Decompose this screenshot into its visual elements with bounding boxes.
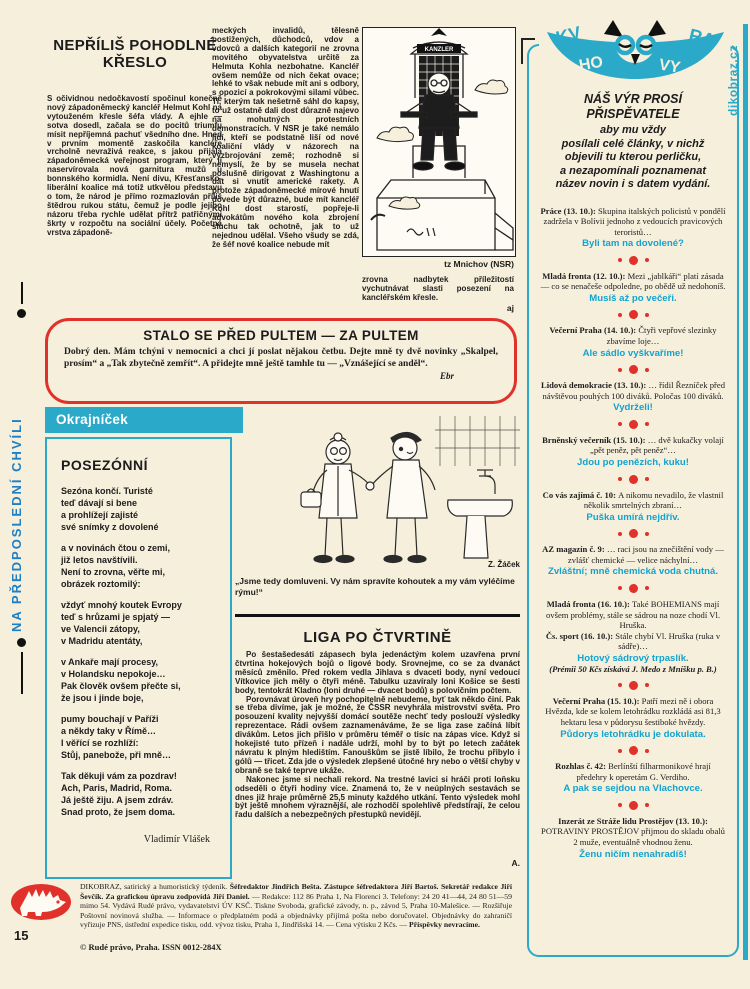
- poem-line: ve Valencii zátopy,: [61, 624, 140, 634]
- imprint-text: [80, 882, 512, 930]
- clipping-source: Lidová demokracie (13. 10.):: [540, 380, 649, 391]
- poem-stanza: [61, 542, 218, 590]
- poem-line: Tak děkuji vám za pozdrav!: [61, 771, 177, 781]
- poem-line: pumy bouchají v Paříži: [61, 714, 159, 724]
- poem-line: Není to zrovna, věřte mi,: [61, 567, 166, 577]
- poem-line: v Madridu atentáty,: [61, 636, 143, 646]
- pult-story-box: [45, 318, 517, 404]
- poem-line: Sezóna končí. Turisté: [61, 486, 153, 496]
- clipping-text: Večerní Praha (15. 10.): Patří mezi ně i obora Hvězda, kde se kolem letohrádku rozkládá asi 81,3 hektaru lesa v půdorysu šestiboké hvězdy.: [545, 695, 721, 728]
- clipping-source: AZ magazín č. 9:: [542, 544, 607, 555]
- poem-line: a někdy taky v Římě…: [61, 726, 157, 736]
- vyr-intro-line: aby mu vždy: [599, 124, 667, 136]
- clipping-text: Rozhlas č. 42: Berlínští filharmonikové hrají předehry k operetám G. Verdiho.: [555, 761, 711, 782]
- dot-icon: [629, 365, 638, 374]
- dot-icon: [618, 313, 622, 317]
- press-clipping-item: [539, 435, 727, 469]
- porcupine-icon: [10, 882, 72, 922]
- press-clipping-item: [539, 761, 727, 795]
- clipping-text: Mladá fronta (12. 10.): Mezi „jablkáři“ platí zásada — co se nenačeše odpoledne, po obědě už nedohoníš.: [540, 270, 726, 292]
- okrajnicek-header: Okrajníček: [45, 407, 243, 433]
- poem-stanza: [61, 770, 218, 818]
- clipping-punchline: Byli tam na dovolené?: [582, 238, 684, 250]
- sidebar-rule-bottom: [21, 652, 23, 694]
- poem-body: [61, 485, 218, 818]
- logo-letters-ra: RA: [686, 24, 717, 51]
- vyr-intro-line: název novin i s datem vydání.: [555, 178, 711, 190]
- press-clipping-item: [539, 696, 727, 740]
- owl-icon: [543, 16, 728, 80]
- throne-sign-text: KANZLER: [424, 47, 454, 53]
- dot-icon: [645, 477, 649, 481]
- sidebar-dot-top: [17, 309, 26, 318]
- clipping-source: Večerní Praha (15. 10.):: [552, 695, 642, 706]
- chair-cartoon-caption: tz Mnichov (NSR): [444, 259, 514, 269]
- poem-stanza: [61, 656, 218, 704]
- dot-icon: [645, 422, 649, 426]
- pult-box-signature: Ebr: [439, 370, 454, 381]
- dot-icon: [645, 368, 649, 372]
- article-paragraph: Porovnávat úroveň hry pochopitelně nebudeme, byť tak někdo činí. Pak se třeba divíme, jak je možné, že ČSSR nevyhrála mistrovství světa. Pro posouzení kvality nejvyšší domácí soutěže nechť tedy poslouží výsledky reprezentace. Rádi ovšem zaznamenáváme, že se liga zase začíná líbit divákům. Letos jich přišlo v průměru téměř o tisíc na zápas více. Když si hokejisté tuto přízeň i nadále udrží, mohl by to být po letech začátek návratu k plným hledištím. Fanouškům se jistě líbilo, že trochu přibylo i gólů — třicet. Zda jde o výsledek zlepšené útočné hry nebo o větší chyby v obraně se také teprve ukáže.: [235, 694, 520, 775]
- poem-line: teď dávají si bene: [61, 498, 137, 508]
- clipping-source: Večerní Praha (14. 10.):: [549, 325, 639, 336]
- press-clipping-item: [539, 325, 727, 359]
- owl-rubric-logo: [539, 16, 732, 80]
- article-column-1: S očividnou nedočkavostí spočinul konečně nový západoněmecký kancléř Helmut Kohl na vytouženém křesle šéfa vlády. A ejhle — sotva dosedl, začala se do pocitů triumfu mísit nepříjemná pachuť všedního dne. Hned v prvním momentě zaskočila kancléře vrcholně nevraživá reakce, s jakou přijala západoněmecká veřejnost program, který ji naservírovala nová garnitura mužů u bonnského kormidla. Není divu, Křesťansko-liberální koalice má totiž utkvělou představu o tom, že národ je přímo rozmazlován příliš štědrou rukou státu, čemuž je podle jejího názoru třeba rychle udělat přítrž patřičnými škrty v rozpočtu na sociální účely. Početná vrstva západoně-: [47, 94, 222, 237]
- poem-author: Vladimír Vlášek: [143, 834, 210, 845]
- watermark-url: dikobraz.cz: [726, 45, 740, 116]
- chair-cartoon: [362, 27, 516, 257]
- dot-icon: [629, 420, 638, 429]
- dikobraz-logo: [10, 882, 72, 922]
- clipping-text: Co vás zajímá č. 10: A nikomu nevadilo, že vlastnil několik smrtelných zbraní…: [542, 489, 724, 511]
- poem-stanza: [61, 713, 218, 761]
- dot-icon: [645, 586, 649, 590]
- clipping-source: Mladá fronta (16. 10.):: [546, 598, 633, 609]
- press-clippings-list: [539, 206, 727, 861]
- article-paragraph: Nakonec jsme si nechali rekord. Na trestné lavici si hráči proti loňsku odseděli o čtyři hodiny více. Znamená to, že v neúplných sestavách se dnes již hraje průměrně 25,5 minuty každého utkání. Tento výsledek mohl být ještě mnohem výraznější, ale rozhodčí spolehlivě předstírají, že celou řadu dalších a nebezpečných přestupků nevidějí.: [235, 774, 520, 820]
- article-column-2: meckých invalidů, tělesně postižených, důchodců, vdov a vdovců a dalších kategorií ne zrovna movitého obyvatelstva určitě za Helmuta Kohla nezbohatne. Kancléř ovšem nemůže od nich čekat ovace; lehké to však nebude mít ani s odbory, s opozicí a pokrokovými silami vůbec. Ti, kterým tak nešetrně sáhl do kapsy, to už ostatně dali dost důrazně najevo na mohutných protestních demonstracích. V NSR je také nemálo lidí, kteří se podstatně liší od nové koaliční vlády v názorech na vyzbrojování země; rozhodně si nemyslí, že by se musela nechat poslušně dirigovat z Washingtonu a dát si vnutit americké rakety. A protože západoněmecké mírové hnutí dovede být důrazné, bude mít kancléř Kohl dost starostí, popřeje-li advokátům nového kola zbrojení sluchu tak ochotně, jak to už nejednou udělal. Všeho všudy se zdá, že šéf nové koalice nebude mít: [212, 26, 359, 249]
- sidebar-rule-top: [21, 282, 23, 304]
- poem-line: Já ještě žiju. A jsem zdráv.: [61, 795, 174, 805]
- dot-icon: [645, 803, 649, 807]
- press-clipping-item: [539, 206, 727, 250]
- poem-line: Snad proto, že jsem doma.: [61, 807, 176, 817]
- clipping-text: AZ magazín č. 9: … raci jsou na znečištění vody — zvlášť chemické — velice náchylní…: [542, 544, 724, 565]
- clipping-source: Brněnský večerník (15. 10.):: [542, 434, 648, 445]
- dots-separator: [539, 529, 727, 538]
- vyr-intro-line: a nezapomínali poznamenat: [559, 164, 707, 177]
- article-byline: aj: [506, 303, 514, 313]
- clipping-note: (Prémii 50 Kčs získává J. Medo z Mníšku p. B.): [549, 664, 717, 675]
- dot-icon: [645, 313, 649, 317]
- chair-cartoon-drawing: [363, 28, 515, 256]
- dot-icon: [629, 681, 638, 690]
- poem-line: že jsou i jinde boje,: [61, 693, 144, 703]
- poem-line: již letos navštívili.: [61, 555, 138, 565]
- press-clipping-item: [539, 271, 727, 305]
- logo-letters-kv: KV: [553, 22, 583, 48]
- dot-icon: [629, 746, 638, 755]
- imprint-segment: DIKOBRAZ, satirický a humoristický týdeník.: [80, 882, 230, 891]
- liga-article-body: [235, 651, 520, 820]
- clipping-punchline: Puška umírá nejdřív.: [586, 511, 680, 523]
- liga-article-title: LIGA PO ČTVRTINĚ: [303, 629, 452, 646]
- poem-line: vždyť mnohý koutek Evropy: [61, 600, 182, 610]
- dot-icon: [629, 310, 638, 319]
- dots-separator: [539, 584, 727, 593]
- dot-icon: [618, 368, 622, 372]
- dots-separator: [539, 475, 727, 484]
- logo-letters-vy: VY: [657, 56, 682, 77]
- dots-separator: [539, 256, 727, 265]
- dot-icon: [629, 475, 638, 484]
- vyr-intro-title: NÁŠ VÝR PROSÍ PŘISPĚVATELE: [584, 92, 682, 121]
- dot-icon: [629, 584, 638, 593]
- article-column-3: zrovna nadbytek příležitostí vychutnávat slasti posezení na kancléřském křesle.: [362, 275, 514, 302]
- clipping-punchline: Jdou po penězích, kuku!: [577, 457, 689, 469]
- dot-icon: [618, 422, 622, 426]
- clipping-source: Inzerát ze Stráže lidu Prostějov (13. 10.):: [558, 815, 708, 826]
- clipping-text: Mladá fronta (16. 10.): Také BOHEMIANS mají ovšem problémy, stále se sádrou na noze chodí Vl. Hruška.: [546, 598, 720, 631]
- dots-separator: [539, 746, 727, 755]
- clipping-text: Večerní Praha (14. 10.): Čtyři vepřové slezinky zbavíme loje…: [549, 325, 717, 347]
- clipping-punchline: A pak se sejdou na Vlachovce.: [563, 783, 703, 795]
- dot-icon: [645, 683, 649, 687]
- sink-cartoon-caption: „Jsme tedy domluveni. Vy nám spravíte kohoutek a my vám vyléčíme rýmu!“: [235, 576, 515, 597]
- poem-line: teď s hrůzami je spjatý —: [61, 612, 171, 622]
- dot-icon: [618, 477, 622, 481]
- vyr-intro-line: posílali celé články, v nichž: [561, 137, 705, 150]
- press-clipping-item: [539, 599, 727, 675]
- press-clipping-item: [539, 380, 727, 414]
- page-number: 15: [14, 928, 29, 943]
- section-label-vertical: NA PŘEDPOSLEDNÍ CHVÍLI: [9, 417, 24, 632]
- poem-box: [45, 437, 232, 879]
- dots-separator: [539, 310, 727, 319]
- sink-cartoon-drawing: [235, 408, 520, 566]
- vyr-intro-text: [539, 124, 727, 192]
- poem-line: Pak člověk ovšem přečte si,: [61, 681, 181, 691]
- imprint-segment: Příspěvky nevracíme.: [409, 920, 480, 930]
- clipping-text: Čs. sport (16. 10.): Stále chybí Vl. Hruška (ruka v sádře)…: [545, 630, 721, 652]
- dot-icon: [645, 258, 649, 262]
- clipping-text: Lidová demokracie (13. 10.): … řídil Řezníček před návštěvou pouhých 100 diváků. Poločas 100 diváků.: [540, 380, 726, 401]
- sidebar-dot-bottom: [17, 638, 26, 647]
- poem-line: v Holandsku nepokoje…: [61, 669, 166, 679]
- clipping-punchline: Půdorys letohrádku je dokulata.: [560, 728, 706, 740]
- clipping-punchline: Musíš až po večeři.: [589, 292, 677, 304]
- article-paragraph: Po šestašedesáti zápasech byla jedenáctým kolem uzavřena první čtvrtina hokejových bojů o ligové body. Srovnejme, co se za dvanáct měsíců změnilo. Před rokem vedla Jihlava s dvaceti body, nyní vedoucí Vítkovice jich měly o čtyři méně. Tabulku uzavíraly loni Košice se šesti body, tentokrát Kladno (loni druhé — dvacet bodů) s polovičním počtem.: [235, 650, 520, 695]
- liga-article-byline: A.: [511, 858, 520, 868]
- dot-icon: [645, 749, 649, 753]
- imprint-copyright: © Rudé právo, Praha. ISSN 0012-284X: [80, 942, 222, 952]
- vyr-intro-line: objevili tu kterou perličku,: [564, 151, 702, 163]
- clipping-source: Rozhlas č. 42:: [555, 761, 609, 772]
- dot-icon: [618, 683, 622, 687]
- dot-icon: [629, 801, 638, 810]
- poem-line: své snímky z dovolené: [61, 522, 159, 532]
- sink-cartoon-signature: Z. Žáček: [487, 560, 520, 569]
- poem-stanza: [61, 485, 218, 533]
- clipping-text: Brněnský večerník (15. 10.): … dvě kukačky volají „pět peněz, pět peněz“…: [542, 434, 724, 456]
- poem-title: POSEZÓNNÍ: [61, 457, 148, 473]
- imprint-segment: — Redakce: 112 86 Praha 1, Na Florenci 3. Telefony: 24 20 41—44, 24 80 51—59 mimo 54. Vydává Rudé právo, vydavatelství ÚV KSČ. Tiskne Svoboda, grafické závody, n. p., závod 5, Praha 10-Malešice. — Rozšiřuje Poštovní novinová služba. — Informace o předplatném podá a objednávky přijímá pošta nebo doručovatel. Objednávky do zahraničí vyřizuje PNS, ústřední expedice tisku, odd. vývoz tisku, Praha 1, Jindřišská 14. — Cena výtisku 2 Kčs. —: [80, 891, 512, 930]
- clipping-source: Čs. sport (16. 10.):: [545, 630, 616, 641]
- clipping-text: Práce (13. 10.): Skupina italských policistů v pondělí zadržela v Bolívii jednoho z vedoucích pravicových teroristů…: [540, 205, 726, 237]
- dot-icon: [645, 532, 649, 536]
- pult-box-title: STALO SE PŘED PULTEM — ZA PULTEM: [143, 328, 419, 343]
- dot-icon: [618, 803, 622, 807]
- press-clipping-item: [539, 544, 727, 578]
- poem-line: Stůj, panebože, při mně…: [61, 750, 172, 760]
- clipping-text: Inzerát ze Stráže lidu Prostějov (13. 10.): POTRAVINY PROSTĚJOV přijmou do skladu obalů 2 muže, eventuálně vhodnou ženu.: [541, 815, 725, 848]
- clipping-source: Práce (13. 10.):: [540, 205, 599, 216]
- dots-separator: [539, 801, 727, 810]
- clipping-punchline: Hotový sádrový trpaslík.: [577, 652, 689, 664]
- clipping-punchline: Ale sádlo vyškvaříme!: [582, 347, 684, 359]
- clipping-source: Mladá fronta (12. 10.):: [542, 270, 628, 281]
- sink-cartoon: [235, 408, 520, 566]
- article-title: NEPŘÍLIŠ POHODLNÉ KŘESLO: [53, 37, 217, 72]
- press-clipping-item: [539, 816, 727, 860]
- poem-line: a v novinách čtou o zemi,: [61, 543, 171, 553]
- poem-stanza: [61, 599, 218, 647]
- poem-line: a prohlížejí zajisté: [61, 510, 139, 520]
- press-clippings-column: [527, 44, 739, 957]
- clipping-source: Co vás zajímá č. 10:: [542, 489, 619, 500]
- clipping-punchline: Zvláštní; mně chemická voda chutná.: [547, 566, 719, 578]
- imprint-segment: Šéfredaktor Jindřich Bešta. Zástupce šéfredaktora Jiří Bartoš. Sekretář redakce Jiří Ševčík. Za grafickou úpravu zodpovídá Jiří Daniel.: [80, 882, 512, 901]
- dots-separator: [539, 420, 727, 429]
- dots-separator: [539, 681, 727, 690]
- poem-line: obrázek roztomilý:: [61, 579, 141, 589]
- dot-icon: [618, 258, 622, 262]
- dot-icon: [618, 749, 622, 753]
- dots-separator: [539, 365, 727, 374]
- dot-icon: [629, 256, 638, 265]
- pult-box-text: Dobrý den. Mám tchýni v nemocnici a chci jí poslat nějakou četbu. Dejte mně ty dvě novinky „Skalpel, prosím“ a „Tak zbytečně zemřít“. A přidejte mně ještě tamhle tu — „Vznášející se anděl“.: [64, 347, 498, 370]
- page-edge-bar: [743, 24, 748, 960]
- poem-line: v Ankaře mají procesy,: [61, 657, 159, 667]
- divider-rule: [235, 614, 520, 617]
- poem-line: Ach, Paris, Madrid, Roma.: [61, 783, 173, 793]
- dot-icon: [629, 529, 638, 538]
- poem-line: I věřící se rozhlíží:: [61, 738, 139, 748]
- clipping-punchline: Ženu ničím nenahradíš!: [579, 848, 687, 860]
- dot-icon: [618, 532, 622, 536]
- press-clipping-item: [539, 490, 727, 524]
- logo-letters-ho: HO: [577, 53, 605, 75]
- dot-icon: [618, 586, 622, 590]
- clipping-punchline: Vydrželi!: [613, 402, 653, 414]
